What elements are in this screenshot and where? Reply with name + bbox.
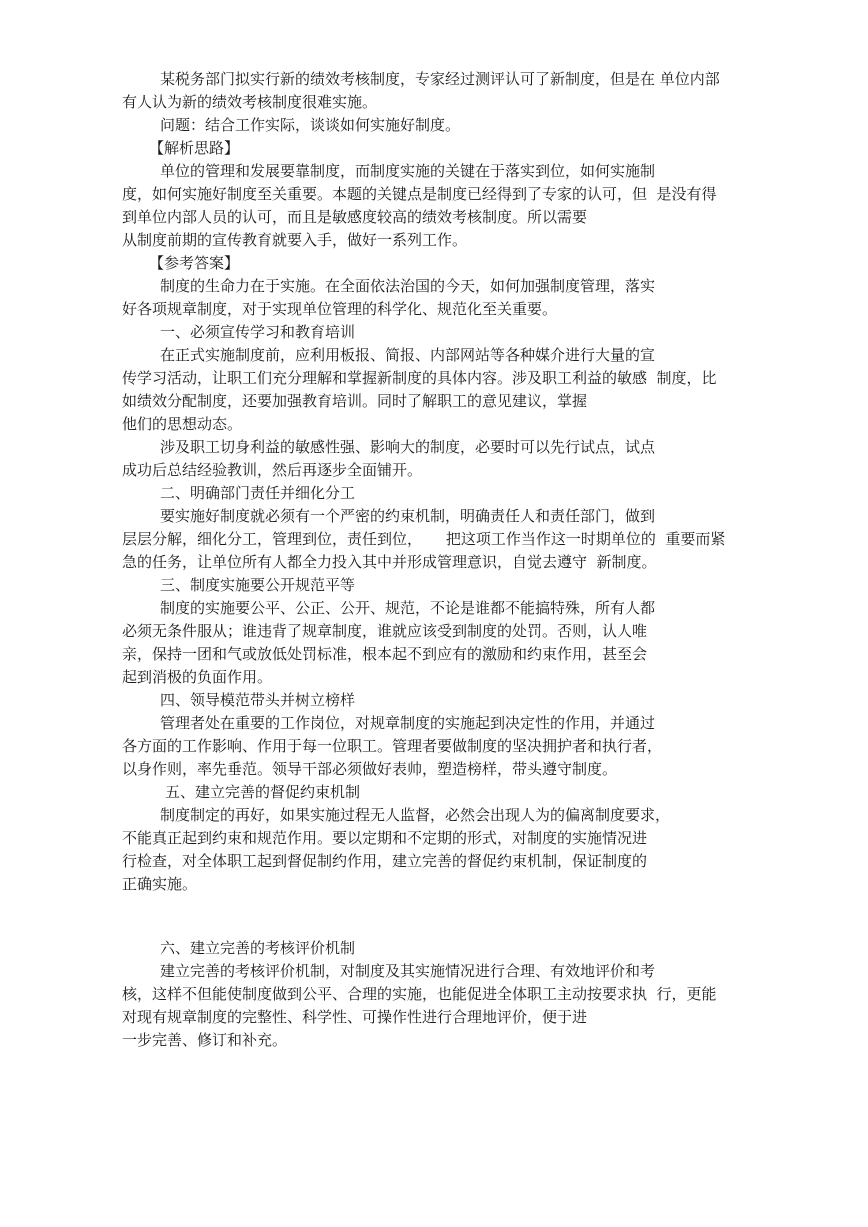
text-line: 要实施好制度就必须有一个严密的约束机制，明确责任人和责任部门，做到 <box>160 507 656 525</box>
text-line: 行检查，对全体职工起到督促制约作用，建立完善的督促约束机制，保证制度的 <box>122 852 648 870</box>
text-line: 到单位内部人员的认可，而且是敏感度较高的绩效考核制度。所以需要 <box>122 208 588 226</box>
text-line: 急的任务，让单位所有人都全力投入其中并形成管理意识，自觉去遵守 新制度。 <box>122 553 657 571</box>
text-line: 必须无条件服从；谁违背了规章制度，谁就应该受到制度的处罚。否则，认人唯 <box>122 622 648 640</box>
text-line: 好各项规章制度，对于实现单位管理的科学化、规范化至关重要。 <box>122 300 558 318</box>
text-line: 从制度前期的宣传教育就要入手，做好一系列工作。 <box>122 231 468 249</box>
text-line: 在正式实施制度前，应利用板报、简报、内部网站等各种媒介进行大量的宣 <box>160 346 656 364</box>
section-4-heading: 四、领导模范带头并树立榜样 <box>160 691 356 709</box>
answer-heading: 【参考答案】 <box>149 254 240 272</box>
text-line: 成功后总结经验教训，然后再逐步全面铺开。 <box>122 461 423 479</box>
text-line: 涉及职工切身利益的敏感性强、影响大的制度，必要时可以先行试点，试点 <box>160 438 656 456</box>
text-line: 起到消极的负面作用。 <box>122 668 273 686</box>
text-line: 对现有规章制度的完整性、科学性、可操作性进行合理地评价，便于进 <box>122 1008 588 1026</box>
text-line: 某税务部门拟实行新的绩效考核制度，专家经过测评认可了新制度，但是在 单位内部 <box>160 70 720 88</box>
text-line: 他们的思想动态。 <box>122 415 243 433</box>
text-line: 不能真正起到约束和规范作用。要以定期和不定期的形式，对制度的实施情况进 <box>122 829 648 847</box>
text-line: 管理者处在重要的工作岗位，对规章制度的实施起到决定性的作用，并通过 <box>160 714 656 732</box>
section-5-heading: 五、建立完善的督促约束机制 <box>165 783 361 801</box>
text-line: 正确实施。 <box>122 875 198 893</box>
text-line: 制度制定的再好，如果实施过程无人监督，必然会出现人为的偏离制度要求， <box>160 806 671 824</box>
section-1-heading: 一、必须宣传学习和教育培训 <box>160 323 356 341</box>
text-line: 亲，保持一团和气或放低处罚标准，根本起不到应有的激励和约束作用，甚至会 <box>122 645 648 663</box>
text-line: 有人认为新的绩效考核制度很难实施。 <box>122 93 378 111</box>
text-line: 制度的实施要公平、公正、公开、规范，不论是谁都不能搞特殊，所有人都 <box>160 599 656 617</box>
text-line: 层层分解，细化分工，管理到位，责任到位， 把这项工作当作这一时期单位的 重要而紧 <box>122 530 726 548</box>
text-line: 各方面的工作影响、作用于每一位职工。管理者要做制度的坚决拥护者和执行者， <box>122 737 663 755</box>
text-line: 核，这样不但能使制度做到公平、合理的实施，也能促进全体职工主动按要求执 行，更能 <box>122 985 717 1003</box>
text-line: 度，如何实施好制度至关重要。本题的关键点是制度已经得到了专家的认可，但 是没有得 <box>122 185 717 203</box>
section-6-heading: 六、建立完善的考核评价机制 <box>160 939 356 957</box>
question-line: 问题：结合工作实际，谈谈如何实施好制度。 <box>160 116 461 134</box>
text-line: 单位的管理和发展要靠制度，而制度实施的关键在于落实到位，如何实施制 <box>160 162 656 180</box>
text-line: 制度的生命力在于实施。在全面依法治国的今天，如何加强制度管理，落实 <box>160 277 656 295</box>
section-2-heading: 二、明确部门责任并细化分工 <box>160 484 356 502</box>
analysis-heading: 【解析思路】 <box>149 139 240 157</box>
text-line: 以身作则，率先垂范。领导干部必须做好表帅，塑造榜样，带头遵守制度。 <box>122 760 618 778</box>
text-line: 一步完善、修订和补充。 <box>122 1031 288 1049</box>
text-line: 传学习活动，让职工们充分理解和掌握新制度的具体内容。涉及职工利益的敏感 制度，比 <box>122 369 717 387</box>
text-line: 如绩效分配制度，还要加强教育培训。同时了解职工的意见建议，掌握 <box>122 392 588 410</box>
text-line: 建立完善的考核评价机制，对制度及其实施情况进行合理、有效地评价和考 <box>160 962 656 980</box>
section-3-heading: 三、制度实施要公开规范平等 <box>160 576 356 594</box>
